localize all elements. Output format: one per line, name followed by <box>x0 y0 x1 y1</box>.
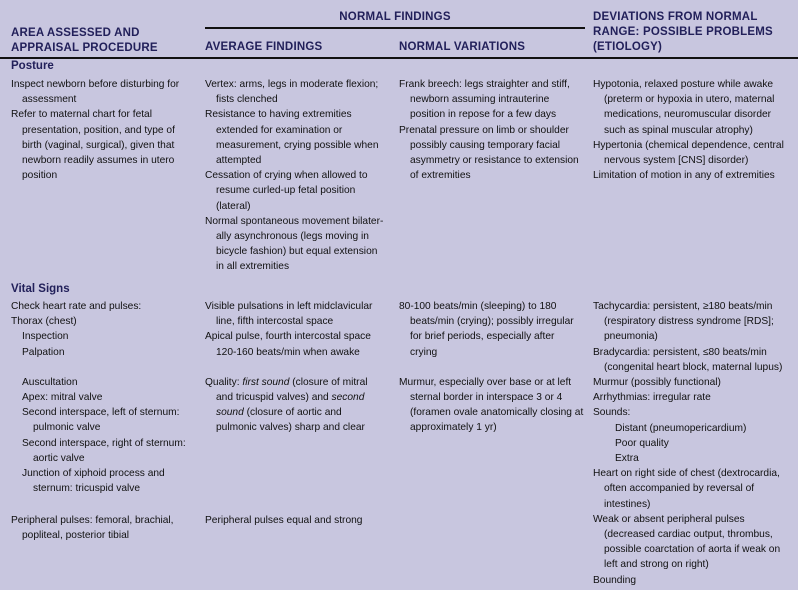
vital-c2-item: Peripheral pulses equal and strong <box>205 515 363 526</box>
posture-c2-item: Resistance to having extremities extended for examination or measurement, crying possible when attempted <box>205 109 379 167</box>
header-col3: NORMAL VARIATIONS <box>399 41 526 53</box>
vital-c4-item: Murmur (possibly functional) <box>593 377 721 389</box>
vital-c4-item: Poor quality <box>615 437 669 449</box>
vital-col4 <box>593 299 789 588</box>
section-title-vital-signs: Vital Signs <box>11 283 70 295</box>
header-bottom-rule <box>0 57 798 59</box>
vital-c4-item: Distant (pneumopericardium) <box>615 422 747 434</box>
header-col2: AVERAGE FINDINGS <box>205 41 323 53</box>
normal-findings-rule <box>205 27 585 29</box>
vital-c3-item: 80-100 beats/min (sleeping) to 180 beats/min (crying); possibly irregular for brief periods, especially after crying <box>399 301 574 358</box>
posture-col3 <box>399 77 584 183</box>
vital-c4-item: Weak or absent peripheral pulses (decreased cardiac output, thrombus, possible coarctation of aorta if weak on left and strong on right) <box>593 513 781 571</box>
posture-c3-item: Prenatal pressure on limb or shoulder possibly causing temporary facial asymmetry or resistance to extension of extremities <box>399 124 579 182</box>
posture-c4-item: Hypotonia, relaxed posture while awake (preterm or hypoxia in utero, maternal medications, neuromuscular disorder such as spinal muscular atrophy) <box>593 79 775 136</box>
vital-c2-item: Apical pulse, fourth intercostal space 120-160 beats/min when awake <box>205 331 371 358</box>
vital-c1-item: Inspection <box>22 331 69 343</box>
posture-col4 <box>593 77 789 183</box>
vital-col2-peripheral <box>205 513 385 528</box>
vital-c4-item: Extra <box>615 453 639 465</box>
vital-c1-item: Junction of xiphoid process and sternum: tricuspid valve <box>22 468 165 495</box>
vital-c1-item: Peripheral pulses: femoral, brachial, popliteal, posterior tibial <box>11 515 174 542</box>
posture-c3-item: Frank breech: legs straighter and stiff, newborn assuming intrauterine position in repose for a few days <box>399 79 570 121</box>
vital-c1-item: Palpation <box>22 346 65 358</box>
vital-c4-item: Bounding <box>593 574 637 586</box>
vital-c1-item: Thorax (chest) <box>11 316 77 328</box>
vital-c4-item: Bradycardia: persistent, ≤80 beats/min (congenital heart block, maternal lupus) <box>593 346 783 373</box>
vital-c2-quality: Quality: first sound (closure of mitral and tricuspid valves) and second sound (closure of aortic and pulmonic valves) sharp and clear <box>205 376 368 434</box>
vital-c4-item: Tachycardia: persistent, ≥180 beats/min (respiratory distress syndrome [RDS]; pneumonia) <box>593 301 774 343</box>
vital-c1-item: Second interspace, left of sternum: pulmonic valve <box>22 407 180 434</box>
posture-c4-item: Hypertonia (chemical dependence, central nervous system [CNS] disorder) <box>593 139 784 167</box>
vital-c2-item: Visible pulsations in left midclavicular line, fifth intercostal space <box>205 301 373 328</box>
posture-c1-item: Inspect newborn before disturbing for assessment <box>11 79 180 106</box>
vital-c4-item: Sounds: <box>593 407 631 419</box>
posture-c2-item: Normal spontaneous movement bilater-ally asynchronous (legs moving in bicycle fashion) but equal extension in all extremities <box>205 215 384 273</box>
header-normal-findings: NORMAL FINDINGS <box>339 11 451 23</box>
section-title-posture: Posture <box>11 60 54 72</box>
vital-col2 <box>205 299 385 436</box>
posture-c2-item: Vertex: arms, legs in moderate flexion; fists clenched <box>205 79 379 106</box>
posture-c1-item: Refer to maternal chart for fetal presentation, position, and type of birth (vaginal, surgical), given that newborn readily assumes in utero position <box>11 109 175 182</box>
posture-c4-item: Limitation of motion in any of extremities <box>593 170 775 182</box>
vital-col1-peripheral <box>11 513 197 543</box>
vital-c1-item: Check heart rate and pulses: <box>11 301 142 312</box>
vital-c1-item: Apex: mitral valve <box>22 392 103 404</box>
vital-c1-item: Second interspace, right of sternum: aortic valve <box>22 437 186 464</box>
header-col1: AREA ASSESSED AND APPRAISAL PROCEDURE <box>11 27 158 54</box>
vital-c4-item: Heart on right side of chest (dextrocardia, often accompanied by reversal of intestines) <box>593 468 780 510</box>
vital-col1 <box>11 299 197 496</box>
vital-c3-item: Murmur, especially over base or at left sternal border in interspace 3 or 4 (foramen ovale anatomically closing at approximately 1 yr) <box>399 376 584 434</box>
header-col4: DEVIATIONS FROM NORMAL RANGE: POSSIBLE PROBLEMS (ETIOLOGY) <box>593 11 773 53</box>
vital-c4-item: Arrhythmias: irregular rate <box>593 392 711 404</box>
vital-c1-item: Auscultation <box>22 376 78 388</box>
posture-col2 <box>205 77 385 275</box>
vital-col3 <box>399 299 584 436</box>
posture-c2-item: Cessation of crying when allowed to resume curled-up fetal position (lateral) <box>205 170 368 212</box>
posture-col1 <box>11 77 197 183</box>
